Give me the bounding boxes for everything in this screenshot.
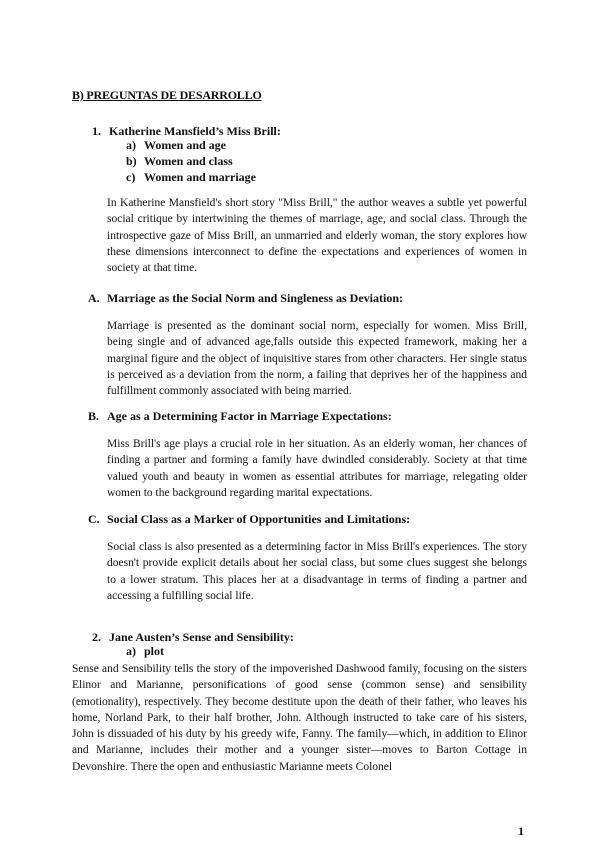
subitem: a) plot [126, 644, 165, 658]
question-number: 2. [92, 630, 101, 644]
section-c-text: Social class is also presented as a determining factor in Miss Brill's experiences. The story doesn't provide explicit details about her social class, but some clues suggest she belongs to a lower stratum. This places her at a disadvantage in terms of finding a partner and accessing a fulfilling social life. [107, 541, 527, 602]
section-c-heading: C. Social Class as a Marker of Opportunities and Limitations: [88, 512, 411, 526]
question-title: Jane Austen’s Sense and Sensibility: [109, 630, 294, 644]
section-a-heading: A. Marriage as the Social Norm and Singleness as Deviation: [88, 291, 403, 305]
subitem: c) Women and marriage [126, 170, 256, 184]
subitem: b) Women and class [126, 154, 233, 168]
question-title: Katherine Mansfield’s Miss Brill: [109, 124, 281, 138]
section-b-heading: B. Age as a Determining Factor in Marriage Expectations: [88, 409, 392, 423]
question-1-subitems [126, 137, 256, 185]
section-a-text: Marriage is presented as the dominant social norm, especially for women. Miss Brill, being single and of advanced age,falls outside this expected framework, making her a marginal figure and the object of inquisitive stares from other characters. Her single status is perceived as a deviation from the norm, a failing that deprives her of the happiness and fulfillment commonly associated with being married. [107, 320, 527, 398]
section-b-text: Miss Brill's age plays a crucial role in her situation. As an elderly woman, her chances of finding a partner and forming a family have dwindled considerably. Society at that time valued youth and beauty in women as essential attributes for marriage, relegating older women to the background regarding marital expectations. [107, 438, 527, 499]
question-1-intro: In Katherine Mansfield's short story "Miss Brill," the author weaves a subtle yet powerful social critique by intertwining the themes of marriage, age, and social class. Through the introspective gaze of Miss Brill, an unmarried and elderly woman, the story explores how these dimensions interconnect to define the expectations and experiences of women in society at that time. [107, 197, 527, 275]
question-number: 1. [92, 124, 101, 138]
question-2-heading [92, 630, 294, 645]
section-heading: B) PREGUNTAS DE DESARROLLO [72, 88, 262, 102]
page-number: 1 [518, 824, 524, 838]
question-2-text: Sense and Sensibility tells the story of the impoverished Dashwood family, focusing on the sisters Elinor and Marianne, personifications of good sense (common sense) and sensibility (emotionality), respectively. They become destitute upon the death of their father, who leaves his home, Norland Park, to their half brother, John. Although instructed to take care of his sisters, John is dissuaded of his duty by his greedy wife, Fanny. The family—which, in addition to Elinor and Marianne, includes their mother and a younger sister—moves to Barton Cottage in Devonshire. There the open and enthusiastic Marianne meets Colonel [72, 663, 527, 773]
question-2-subitems [126, 643, 164, 659]
subitem: a) Women and age [126, 138, 227, 152]
